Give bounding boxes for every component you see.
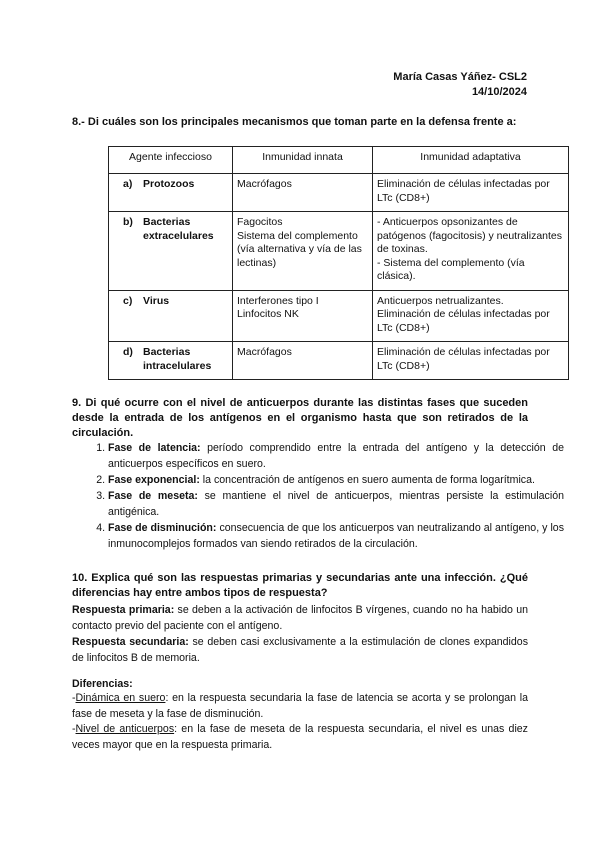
agent-name: Protozoos	[143, 178, 195, 190]
list-item	[108, 472, 564, 488]
row-letter: a)	[123, 178, 133, 190]
table-row	[109, 212, 569, 291]
innate-cell: Macrófagos	[233, 342, 373, 380]
phases-list	[72, 440, 564, 552]
phase-name: Fase de latencia:	[108, 442, 201, 454]
phase-text: consecuencia de que los anticuerpos van neutralizando al antígeno, y los inmunocomplejos formados van siendo retirados de la circulación.	[108, 522, 564, 550]
defense-mechanisms-table	[108, 146, 569, 380]
row-letter: d)	[123, 346, 133, 358]
adaptive-cell: Anticuerpos netrualizantes. Eliminación de células infectadas por LTc (CD8+)	[373, 290, 569, 342]
differences-heading: Diferencias:	[72, 678, 133, 690]
adaptive-cell: - Anticuerpos opsonizantes de patógenos (fagocitosis) y neutralizantes de toxinas. - Sistema del complemento (vía clásica).	[373, 212, 569, 291]
table-header-row	[109, 147, 569, 174]
date-line: 14/10/2024	[471, 86, 527, 98]
primary-label: Respuesta primaria:	[72, 604, 175, 616]
difference-prefix: -	[72, 692, 76, 704]
difference-term: Nivel de anticuerpos	[75, 723, 175, 735]
difference-item	[72, 721, 528, 753]
difference-item	[72, 690, 528, 722]
agent-name: Bacterias intracelulares	[143, 346, 212, 372]
adaptive-cell: Eliminación de células infectadas por LTc (CD8+)	[373, 174, 569, 212]
document-header	[393, 70, 527, 100]
header-agent: Agente infeccioso	[109, 147, 233, 174]
difference-text: : en la fase de meseta de la respuesta secundaria, el nivel es unas diez veces mayor que en la respuesta primaria.	[72, 723, 528, 751]
innate-cell: Fagocitos Sistema del complemento (vía alternativa y vía de las lectinas)	[233, 212, 373, 291]
phase-name: Fase exponencial:	[108, 474, 200, 486]
phase-name: Fase de disminución:	[108, 522, 217, 534]
phase-text: período comprendido entre la entrada del antígeno y la detección de anticuerpos específicos en suero.	[108, 442, 564, 470]
row-letter: b)	[123, 216, 133, 228]
list-item	[108, 520, 564, 552]
agent-name: Virus	[143, 294, 170, 307]
secondary-text: se deben casi exclusivamente a la estimulación de clones expandidos de linfocitos B de memoria.	[72, 636, 528, 664]
author-line: María Casas Yáñez- CSL2	[393, 71, 527, 83]
difference-term: Dinámica en suero	[75, 692, 166, 704]
question-9-title: 9. Di qué ocurre con el nivel de anticuerpos durante las distintas fases que suceden desde la entrada de los antígenos en el organismo hasta que son retirados de la circulación.	[72, 397, 528, 439]
header-adaptive: Inmunidad adaptativa	[373, 147, 569, 174]
difference-prefix: -	[72, 723, 76, 735]
adaptive-cell: Eliminación de células infectadas por LTc (CD8+)	[373, 342, 569, 380]
secondary-response-paragraph	[72, 634, 528, 666]
primary-text: se deben a la activación de linfocitos B vírgenes, cuando no ha habido un contacto previo del paciente con el antígeno.	[72, 604, 528, 632]
innate-cell: Macrófagos	[233, 174, 373, 212]
question-8-title: 8.- Di cuáles son los principales mecanismos que toman parte en la defensa frente a:	[72, 116, 517, 128]
header-innate: Inmunidad innata	[233, 147, 373, 174]
primary-response-paragraph	[72, 602, 528, 634]
list-item	[108, 440, 564, 472]
agent-name: Bacterias extracelulares	[143, 216, 214, 242]
phase-name: Fase de meseta:	[108, 490, 198, 502]
difference-text: : en la respuesta secundaria la fase de latencia se acorta y se prolongan la fase de meseta y la fase de disminución.	[72, 692, 528, 720]
phase-text: se mantiene el nivel de anticuerpos, mientras persiste la estimulación antigénica.	[108, 490, 564, 518]
table-row	[109, 342, 569, 380]
row-letter: c)	[123, 294, 133, 307]
table-row	[109, 290, 569, 342]
table-row	[109, 174, 569, 212]
phase-text: la concentración de antígenos en suero aumenta de forma logarítmica.	[199, 474, 535, 486]
secondary-label: Respuesta secundaria:	[72, 636, 189, 648]
question-10-title: 10. Explica qué son las respuestas primarias y secundarias ante una infección. ¿Qué diferencias hay entre ambos tipos de respuesta?	[72, 572, 528, 599]
list-item	[108, 488, 564, 520]
innate-cell: Interferones tipo I Linfocitos NK	[233, 290, 373, 342]
